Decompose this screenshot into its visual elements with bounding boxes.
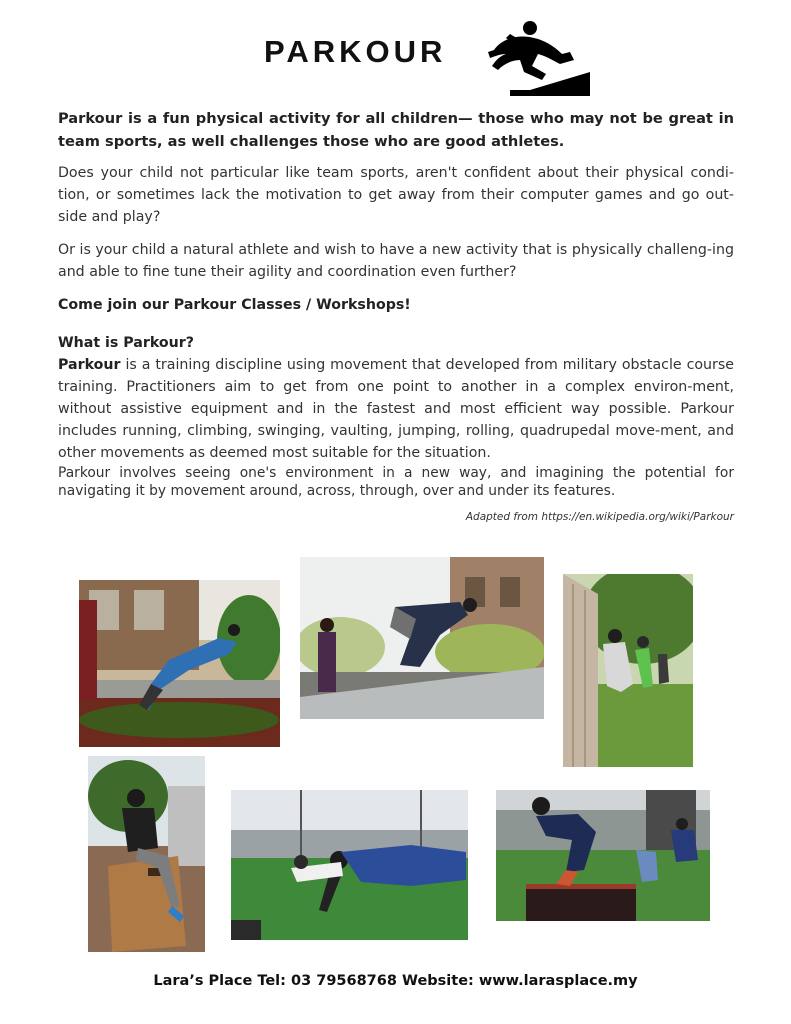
parkour-term: Parkour: [58, 357, 121, 373]
parkour-definition-text: is a training discipline using movement that developed from military obstacle course training. Practitioners aim to get from one point to another in a complex environ-ment, without assistive equipment and in the fastest and most efficient way possible. Parkour includes running, climbing, swinging, vaulting, jumping, rolling, quadrupedal move-ment, and other movements as deemed most suitable for the situation.: [58, 357, 734, 461]
intro-paragraph-2: Or is your child a natural athlete and wish to have a new activity that is physically challeng-ing and able to fine tune their agility and coordination even further?: [58, 242, 734, 280]
parkour-definition: [58, 354, 734, 464]
source-citation: Adapted from https://en.wikipedia.org/wiki/Parkour: [465, 511, 734, 523]
header: [0, 20, 791, 100]
photo-field-crawl: [231, 790, 468, 940]
intro-paragraph-1: Does your child not particular like team sports, aren't confident about their physical condi-tion, or sometimes lack the motivation to get away from their computer games and go out-side and play?: [58, 165, 734, 225]
photo-courtyard-crawl: [79, 580, 280, 747]
main-content: [58, 107, 734, 528]
parkour-definition-2: Parkour involves seeing one's environment in a new way, and imagining the potential for navigating it by movement around, across, through, over and under its features.: [58, 465, 734, 499]
what-is-parkour-heading: What is Parkour?: [58, 335, 195, 351]
photo-block-climb: [496, 790, 710, 921]
photo-ledge-crouch: [300, 557, 544, 719]
photo-wall-climb: [563, 574, 693, 767]
footer-contact: Lara’s Place Tel: 03 79568768 Website: www.larasplace.my: [153, 973, 638, 989]
photo-box-jump: [88, 756, 205, 952]
call-to-action: Come join our Parkour Classes / Workshops!: [58, 297, 411, 313]
page-title: PARKOUR: [264, 34, 447, 69]
parkour-runner-logo-icon: [480, 20, 590, 96]
intro-lead: Parkour is a fun physical activity for all children— those who may not be great in team sports, as well challenges those who are good athletes.: [58, 110, 734, 150]
